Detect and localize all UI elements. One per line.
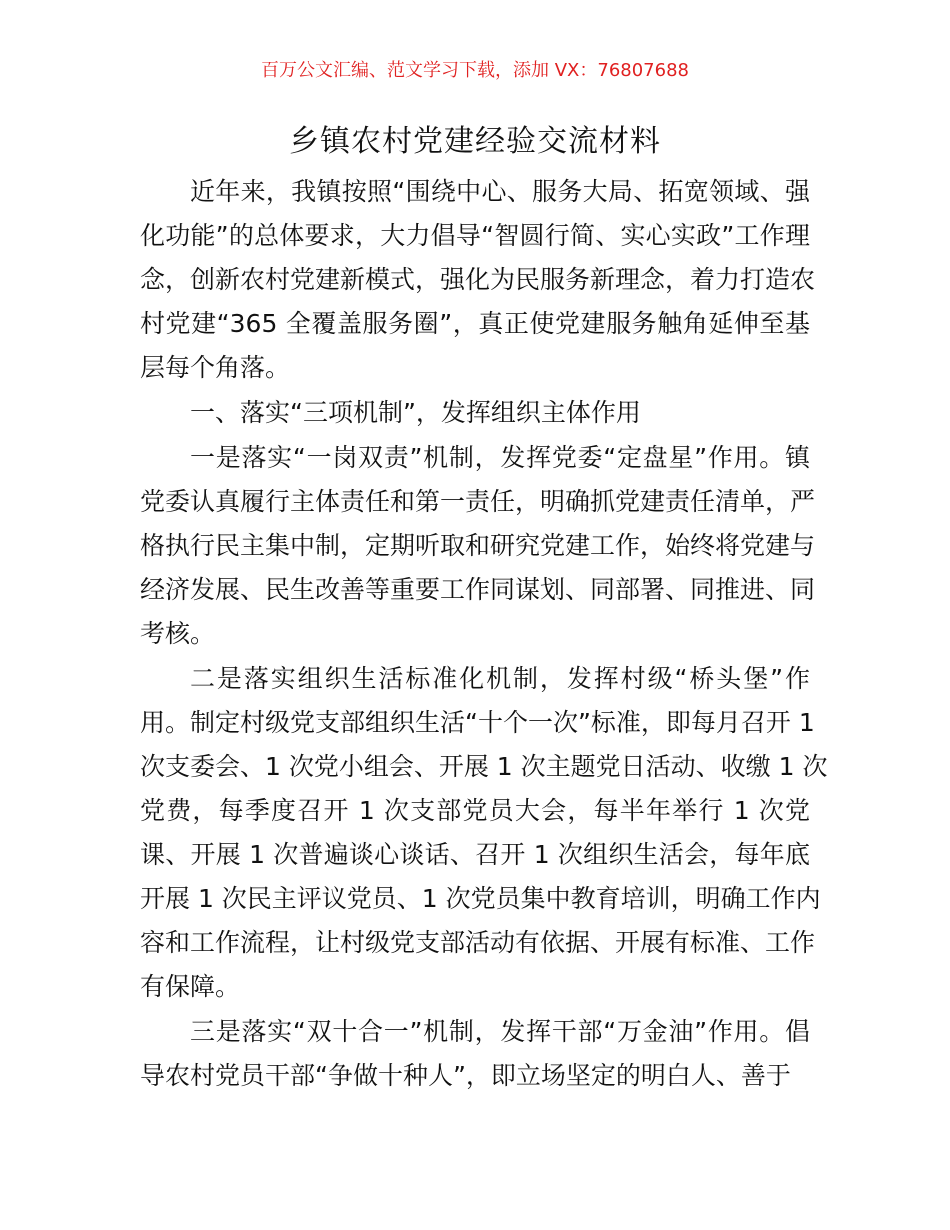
- text-line: 课、开展 1 次普遍谈心谈话、召开 1 次组织生活会，每年底: [140, 840, 810, 869]
- text-line: 近年来，我镇按照“围绕中心、服务大局、拓宽领域、强: [190, 177, 810, 206]
- text-line: 村党建“365 全覆盖服务圈”，真正使党建服务触角延伸至基: [140, 309, 810, 338]
- text-line: 考核。: [140, 619, 216, 648]
- text-line: 化功能”的总体要求，大力倡导“智圆行简、实心实政”工作理: [140, 221, 810, 250]
- text-line: 党委认真履行主体责任和第一责任，明确抓党建责任清单，严: [140, 487, 816, 516]
- paragraph: [140, 170, 816, 390]
- text-line: 导农村党员干部“争做十种人”，即立场坚定的明白人、善于: [140, 1061, 791, 1090]
- text-line: 经济发展、民生改善等重要工作同谋划、同部署、同推进、同: [140, 575, 816, 604]
- paragraph: [140, 657, 828, 1009]
- paragraph: [140, 436, 816, 656]
- text-line: 有保障。: [140, 972, 241, 1001]
- text-line: 一是落实“一岗双责”机制，发挥党委“定盘星”作用。镇: [190, 443, 810, 472]
- section-heading: [140, 391, 810, 435]
- text-line: 党费，每季度召开 1 次支部党员大会，每半年举行 1 次党: [140, 796, 810, 825]
- text-line: 念，创新农村党建新模式，强化为民服务新理念，着力打造农: [140, 265, 816, 294]
- document-title: 乡镇农村党建经验交流材料: [289, 124, 661, 159]
- text-line: 容和工作流程，让村级党支部活动有依据、开展有标准、工作: [140, 928, 816, 957]
- watermark-banner: 百万公文汇编、范文学习下载，添加 VX：76807688: [261, 60, 689, 81]
- text-line: 开展 1 次民主评议党员、1 次党员集中教育培训，明确工作内: [140, 884, 821, 913]
- text-line: 三是落实“双十合一”机制，发挥干部“万金油”作用。倡: [190, 1017, 810, 1046]
- paragraph: [140, 1010, 810, 1098]
- text-line: 二是落实组织生活标准化机制，发挥村级“桥头堡”作: [190, 664, 810, 693]
- text-line: 用。制定村级党支部组织生活“十个一次”标准，即每月召开 1: [140, 708, 815, 737]
- document-body: [140, 170, 828, 1099]
- text-line: 次支委会、1 次党小组会、开展 1 次主题党日活动、收缴 1 次: [140, 752, 828, 781]
- text-line: 格执行民主集中制，定期听取和研究党建工作，始终将党建与: [140, 531, 816, 560]
- text-line: 一、落实“三项机制”，发挥组织主体作用: [190, 398, 641, 427]
- text-line: 层每个角落。: [140, 353, 291, 382]
